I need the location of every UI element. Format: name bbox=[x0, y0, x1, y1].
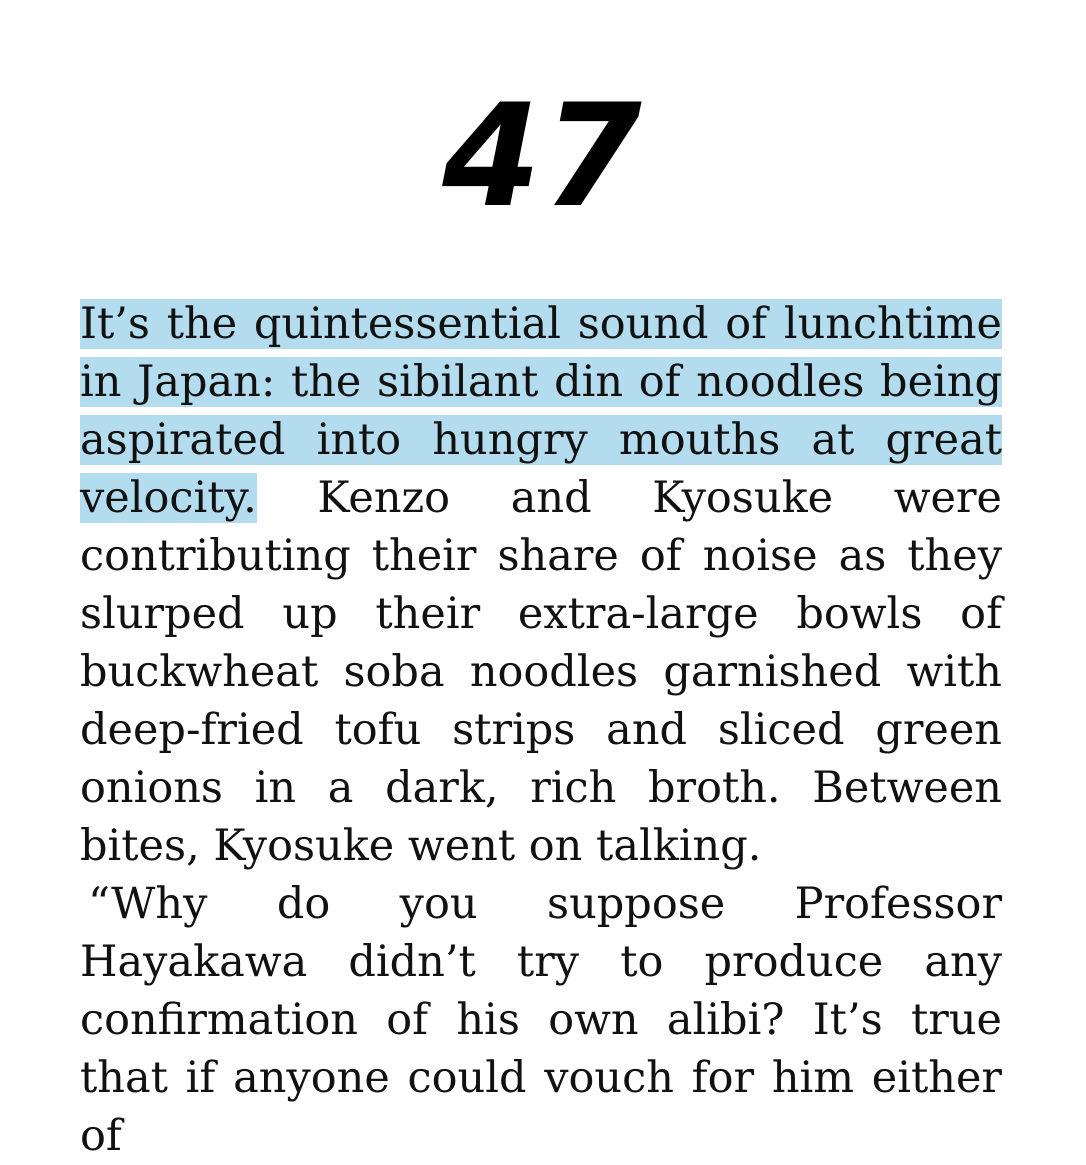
chapter-number: 47 bbox=[442, 74, 644, 239]
paragraph-1[interactable] bbox=[80, 295, 1002, 875]
chapter-body bbox=[80, 295, 1002, 1165]
paragraph-1-text: Kenzo and Kyosuke were contributing their share of noise as they slurped up their extra-large bowls of buckwheat soba noodles garnished with deep-fried tofu strips and sliced green onions in a dark, rich broth. Between bites, Kyosuke went on talking. bbox=[80, 473, 1002, 871]
paragraph-2[interactable]: “Why do you suppose Professor Hayakawa didn’t try to produce any confirmation of his own alibi? It’s true that if anyone could vouch for him either of bbox=[80, 879, 1002, 1161]
highlighted-passage[interactable]: It’s the quintessential sound of lunchtime in Japan: the sibilant din of noodles being aspirated into hungry mouths at great velocity. bbox=[80, 299, 1002, 523]
